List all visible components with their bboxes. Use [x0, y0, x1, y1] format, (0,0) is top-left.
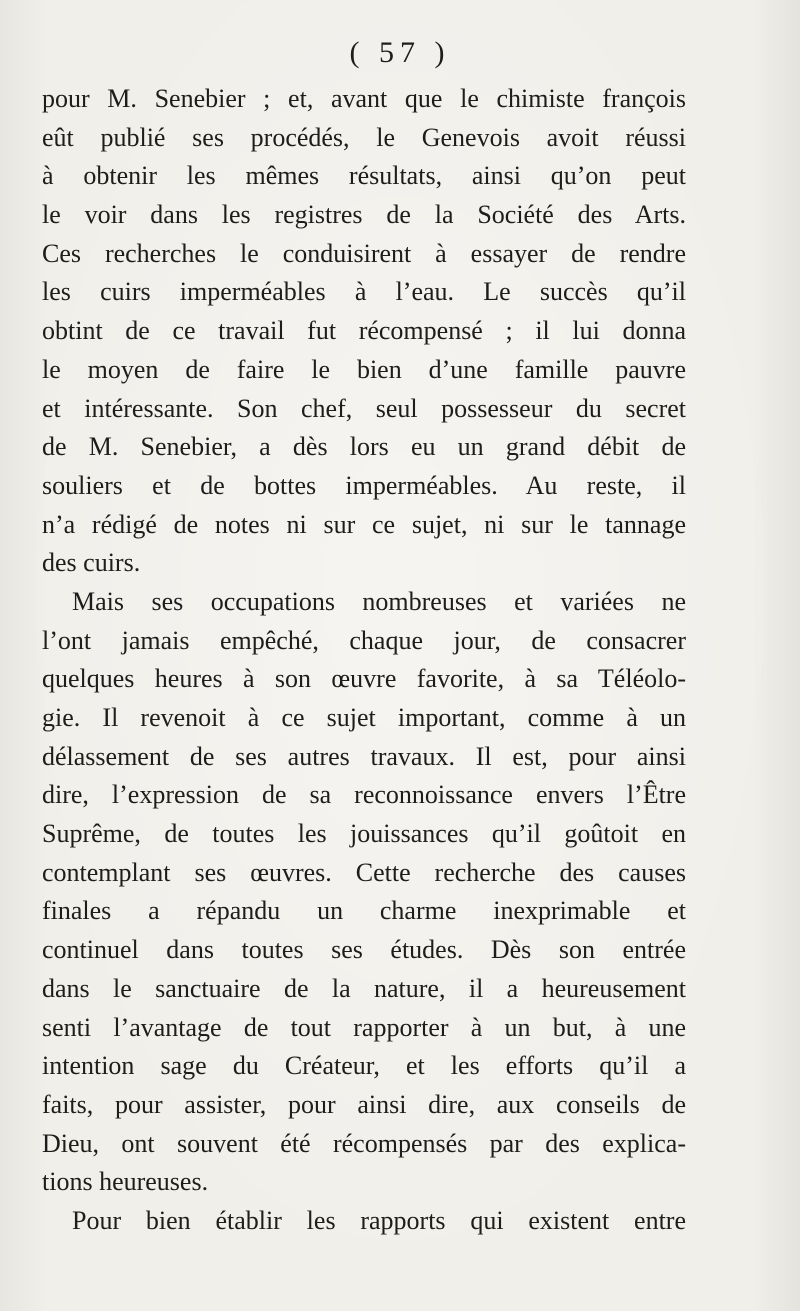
text-line: des cuirs. [42, 548, 141, 578]
text-line: délassement de ses autres travaux. Il est, pour ainsi [42, 741, 686, 771]
text-line: souliers et de bottes imperméables. Au reste, il [42, 470, 686, 500]
paragraph-start-line: Mais ses occupations nombreuses et variées ne [72, 586, 686, 616]
page-number: ( 57 ) [349, 36, 451, 69]
text-line: contemplant ses œuvres. Cette recherche des causes [42, 857, 686, 887]
text-line: tions heureuses. [42, 1167, 209, 1197]
text-line: et intéressante. Son chef, seul possesseur du secret [42, 393, 686, 423]
text-line: dire, l’expression de sa reconnoissance envers l’Être [42, 780, 686, 810]
text-line: continuel dans toutes ses études. Dès son entrée [42, 935, 686, 965]
text-line: dans le sanctuaire de la nature, il a heureusement [42, 973, 686, 1003]
text-line: quelques heures à son œuvre favorite, à sa Téléolo- [42, 664, 686, 694]
text-line: pour M. Senebier ; et, avant que le chimiste françois [42, 84, 686, 113]
text-line: intention sage du Créateur, et les efforts qu’il a [42, 1051, 686, 1081]
text-line: le voir dans les registres de la Société des Arts. [42, 200, 686, 230]
text-line: le moyen de faire le bien d’une famille pauvre [42, 354, 686, 384]
text-line: de M. Senebier, a dès lors eu un grand débit de [42, 432, 686, 462]
text-line: obtint de ce travail fut récompensé ; il lui donna [42, 316, 686, 346]
text-line: l’ont jamais empêché, chaque jour, de consacrer [42, 625, 686, 655]
text-line: senti l’avantage de tout rapporter à un but, à une [42, 1012, 686, 1042]
text-line: Dieu, ont souvent été récompensés par des explica- [42, 1128, 686, 1158]
text-line: n’a rédigé de notes ni sur ce sujet, ni sur le tannage [42, 509, 686, 539]
text-line: faits, pour assister, pour ainsi dire, aux conseils de [42, 1089, 686, 1119]
body-text [42, 80, 686, 1241]
text-line: Suprême, de toutes les jouissances qu’il goûtoit en [42, 819, 686, 849]
text-line: finales a répandu un charme inexprimable et [42, 896, 686, 926]
text-line: les cuirs imperméables à l’eau. Le succès qu’il [42, 277, 686, 307]
text-line: eût publié ses procédés, le Genevois avoit réussi [42, 122, 686, 152]
text-line: gie. Il revenoit à ce sujet important, comme à un [42, 703, 686, 732]
text-line: Ces recherches le conduisirent à essayer de rendre [42, 238, 686, 268]
paragraph-start-line: Pour bien établir les rapports qui existent entre [72, 1205, 686, 1235]
text-line: à obtenir les mêmes résultats, ainsi qu’on peut [42, 161, 686, 191]
